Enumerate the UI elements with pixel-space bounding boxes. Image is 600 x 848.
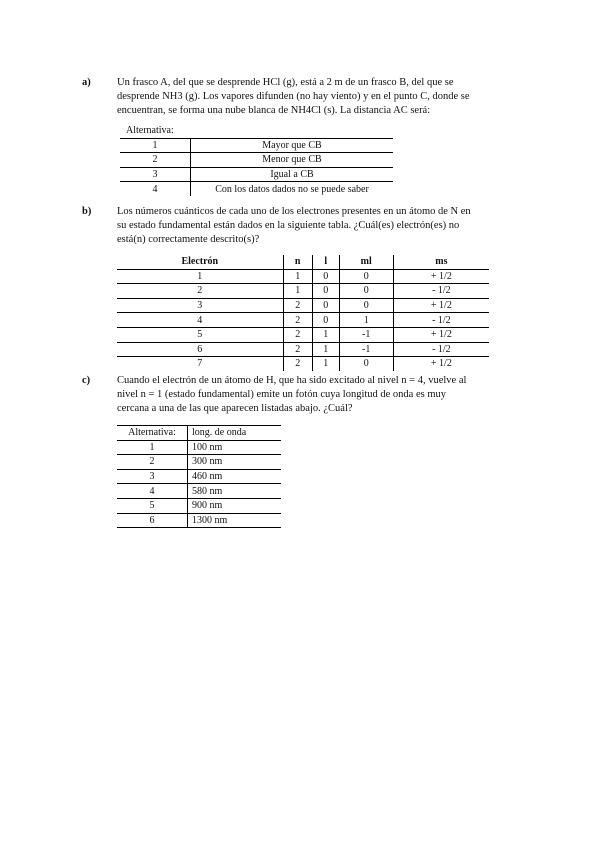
cell: -1 xyxy=(339,327,393,342)
table-row xyxy=(120,182,393,196)
section-c-line-1: Cuando el electrón de un átomo de H, que ha sido excitado al nivel n = 4, vuelve al xyxy=(117,375,467,386)
wavelength-value: 580 nm xyxy=(188,484,282,499)
cell: - 1/2 xyxy=(393,313,489,328)
alternative-number: 1 xyxy=(117,440,188,455)
section-b-label: b) xyxy=(82,206,92,217)
section-a-line-2: desprende NH3 (g). Los vapores difunden (no hay viento) y en el punto C, donde se xyxy=(117,91,470,102)
cell: 2 xyxy=(283,313,312,328)
table-row xyxy=(117,284,489,299)
table-row xyxy=(120,167,393,182)
alternative-text: Menor que CB xyxy=(191,153,394,168)
table-row xyxy=(117,484,281,499)
section-c-line-3: cercana a una de las que aparecen listadas abajo. ¿Cuál? xyxy=(117,403,353,414)
section-a-label: a) xyxy=(82,77,91,88)
table-a-header: Alternativa: xyxy=(120,124,393,138)
cell: 4 xyxy=(117,313,283,328)
alternative-number: 2 xyxy=(120,153,191,168)
cell: 0 xyxy=(339,357,393,371)
cell: 1 xyxy=(283,269,312,284)
wavelength-table xyxy=(117,425,281,528)
cell: 0 xyxy=(339,298,393,313)
wavelength-value: 1300 nm xyxy=(188,513,282,528)
cell: 7 xyxy=(117,357,283,371)
table-row xyxy=(117,357,489,371)
section-b-line-3: está(n) correctamente descrito(s)? xyxy=(117,234,260,245)
table-row xyxy=(120,138,393,153)
cell: 1 xyxy=(312,357,339,371)
cell: + 1/2 xyxy=(393,298,489,313)
section-c-line-2: nivel n = 1 (estado fundamental) emite un fotón cuya longitud de onda es muy xyxy=(117,389,447,400)
alternative-number: 5 xyxy=(117,498,188,513)
cell: 2 xyxy=(117,284,283,299)
cell: + 1/2 xyxy=(393,327,489,342)
col-header-ms: ms xyxy=(393,255,489,269)
table-row xyxy=(117,513,281,528)
alternative-number: 4 xyxy=(117,484,188,499)
cell: 6 xyxy=(117,342,283,357)
table-row xyxy=(117,269,489,284)
table-row xyxy=(117,298,489,313)
alternative-number: 6 xyxy=(117,513,188,528)
quantum-numbers-table xyxy=(117,255,489,371)
cell: 2 xyxy=(283,357,312,371)
alternatives-table-a xyxy=(120,124,393,196)
col-header-wavelength: long. de onda xyxy=(188,426,282,441)
cell: 0 xyxy=(312,269,339,284)
table-row xyxy=(120,153,393,168)
section-b-line-1: Los números cuánticos de cada uno de los electrones presentes en un átomo de N en xyxy=(117,206,471,217)
table-row xyxy=(117,342,489,357)
cell: 1 xyxy=(339,313,393,328)
col-header-l: l xyxy=(312,255,339,269)
table-row xyxy=(117,469,281,484)
cell: -1 xyxy=(339,342,393,357)
wavelength-value: 460 nm xyxy=(188,469,282,484)
cell: 1 xyxy=(312,327,339,342)
wavelength-value: 100 nm xyxy=(188,440,282,455)
cell: - 1/2 xyxy=(393,284,489,299)
table-row xyxy=(117,498,281,513)
alternative-number: 1 xyxy=(120,138,191,153)
cell: 0 xyxy=(312,313,339,328)
col-header-n: n xyxy=(283,255,312,269)
alternative-text: Igual a CB xyxy=(191,167,394,182)
alternative-number: 2 xyxy=(117,455,188,470)
cell: + 1/2 xyxy=(393,269,489,284)
alternative-text: Con los datos dados no se puede saber xyxy=(215,183,369,195)
cell: 2 xyxy=(283,342,312,357)
cell: 0 xyxy=(312,298,339,313)
alternative-number: 4 xyxy=(120,182,191,196)
section-b-question xyxy=(117,205,489,247)
cell: - 1/2 xyxy=(393,342,489,357)
col-header-ml: ml xyxy=(339,255,393,269)
section-a-question xyxy=(117,76,489,118)
table-row xyxy=(117,313,489,328)
cell: 1 xyxy=(312,342,339,357)
cell: 3 xyxy=(117,298,283,313)
cell: 0 xyxy=(339,269,393,284)
section-a-line-3: encuentran, se forma una nube blanca de NH4Cl (s). La distancia AC será: xyxy=(117,105,431,116)
cell: 5 xyxy=(117,327,283,342)
cell: 2 xyxy=(283,327,312,342)
col-header-alternative: Alternativa: xyxy=(117,426,188,441)
alternative-number: 3 xyxy=(120,167,191,182)
alternative-text: Mayor que CB xyxy=(191,138,394,153)
table-row xyxy=(117,455,281,470)
section-a-line-1: Un frasco A, del que se desprende HCl (g), está a 2 m de un frasco B, del que se xyxy=(117,77,454,88)
cell: 1 xyxy=(283,284,312,299)
cell: 1 xyxy=(117,269,283,284)
cell: 2 xyxy=(283,298,312,313)
wavelength-value: 900 nm xyxy=(188,498,282,513)
alternative-number: 3 xyxy=(117,469,188,484)
table-row xyxy=(117,327,489,342)
cell: 0 xyxy=(339,284,393,299)
wavelength-value: 300 nm xyxy=(188,455,282,470)
section-c-question xyxy=(117,374,489,416)
col-header-electron: Electrón xyxy=(117,255,283,269)
table-row xyxy=(117,440,281,455)
cell: 0 xyxy=(312,284,339,299)
cell: + 1/2 xyxy=(430,358,452,370)
section-b-line-2: su estado fundamental están dados en la siguiente tabla. ¿Cuál(es) electrón(es) no xyxy=(117,220,460,231)
section-c-label: c) xyxy=(82,375,91,386)
